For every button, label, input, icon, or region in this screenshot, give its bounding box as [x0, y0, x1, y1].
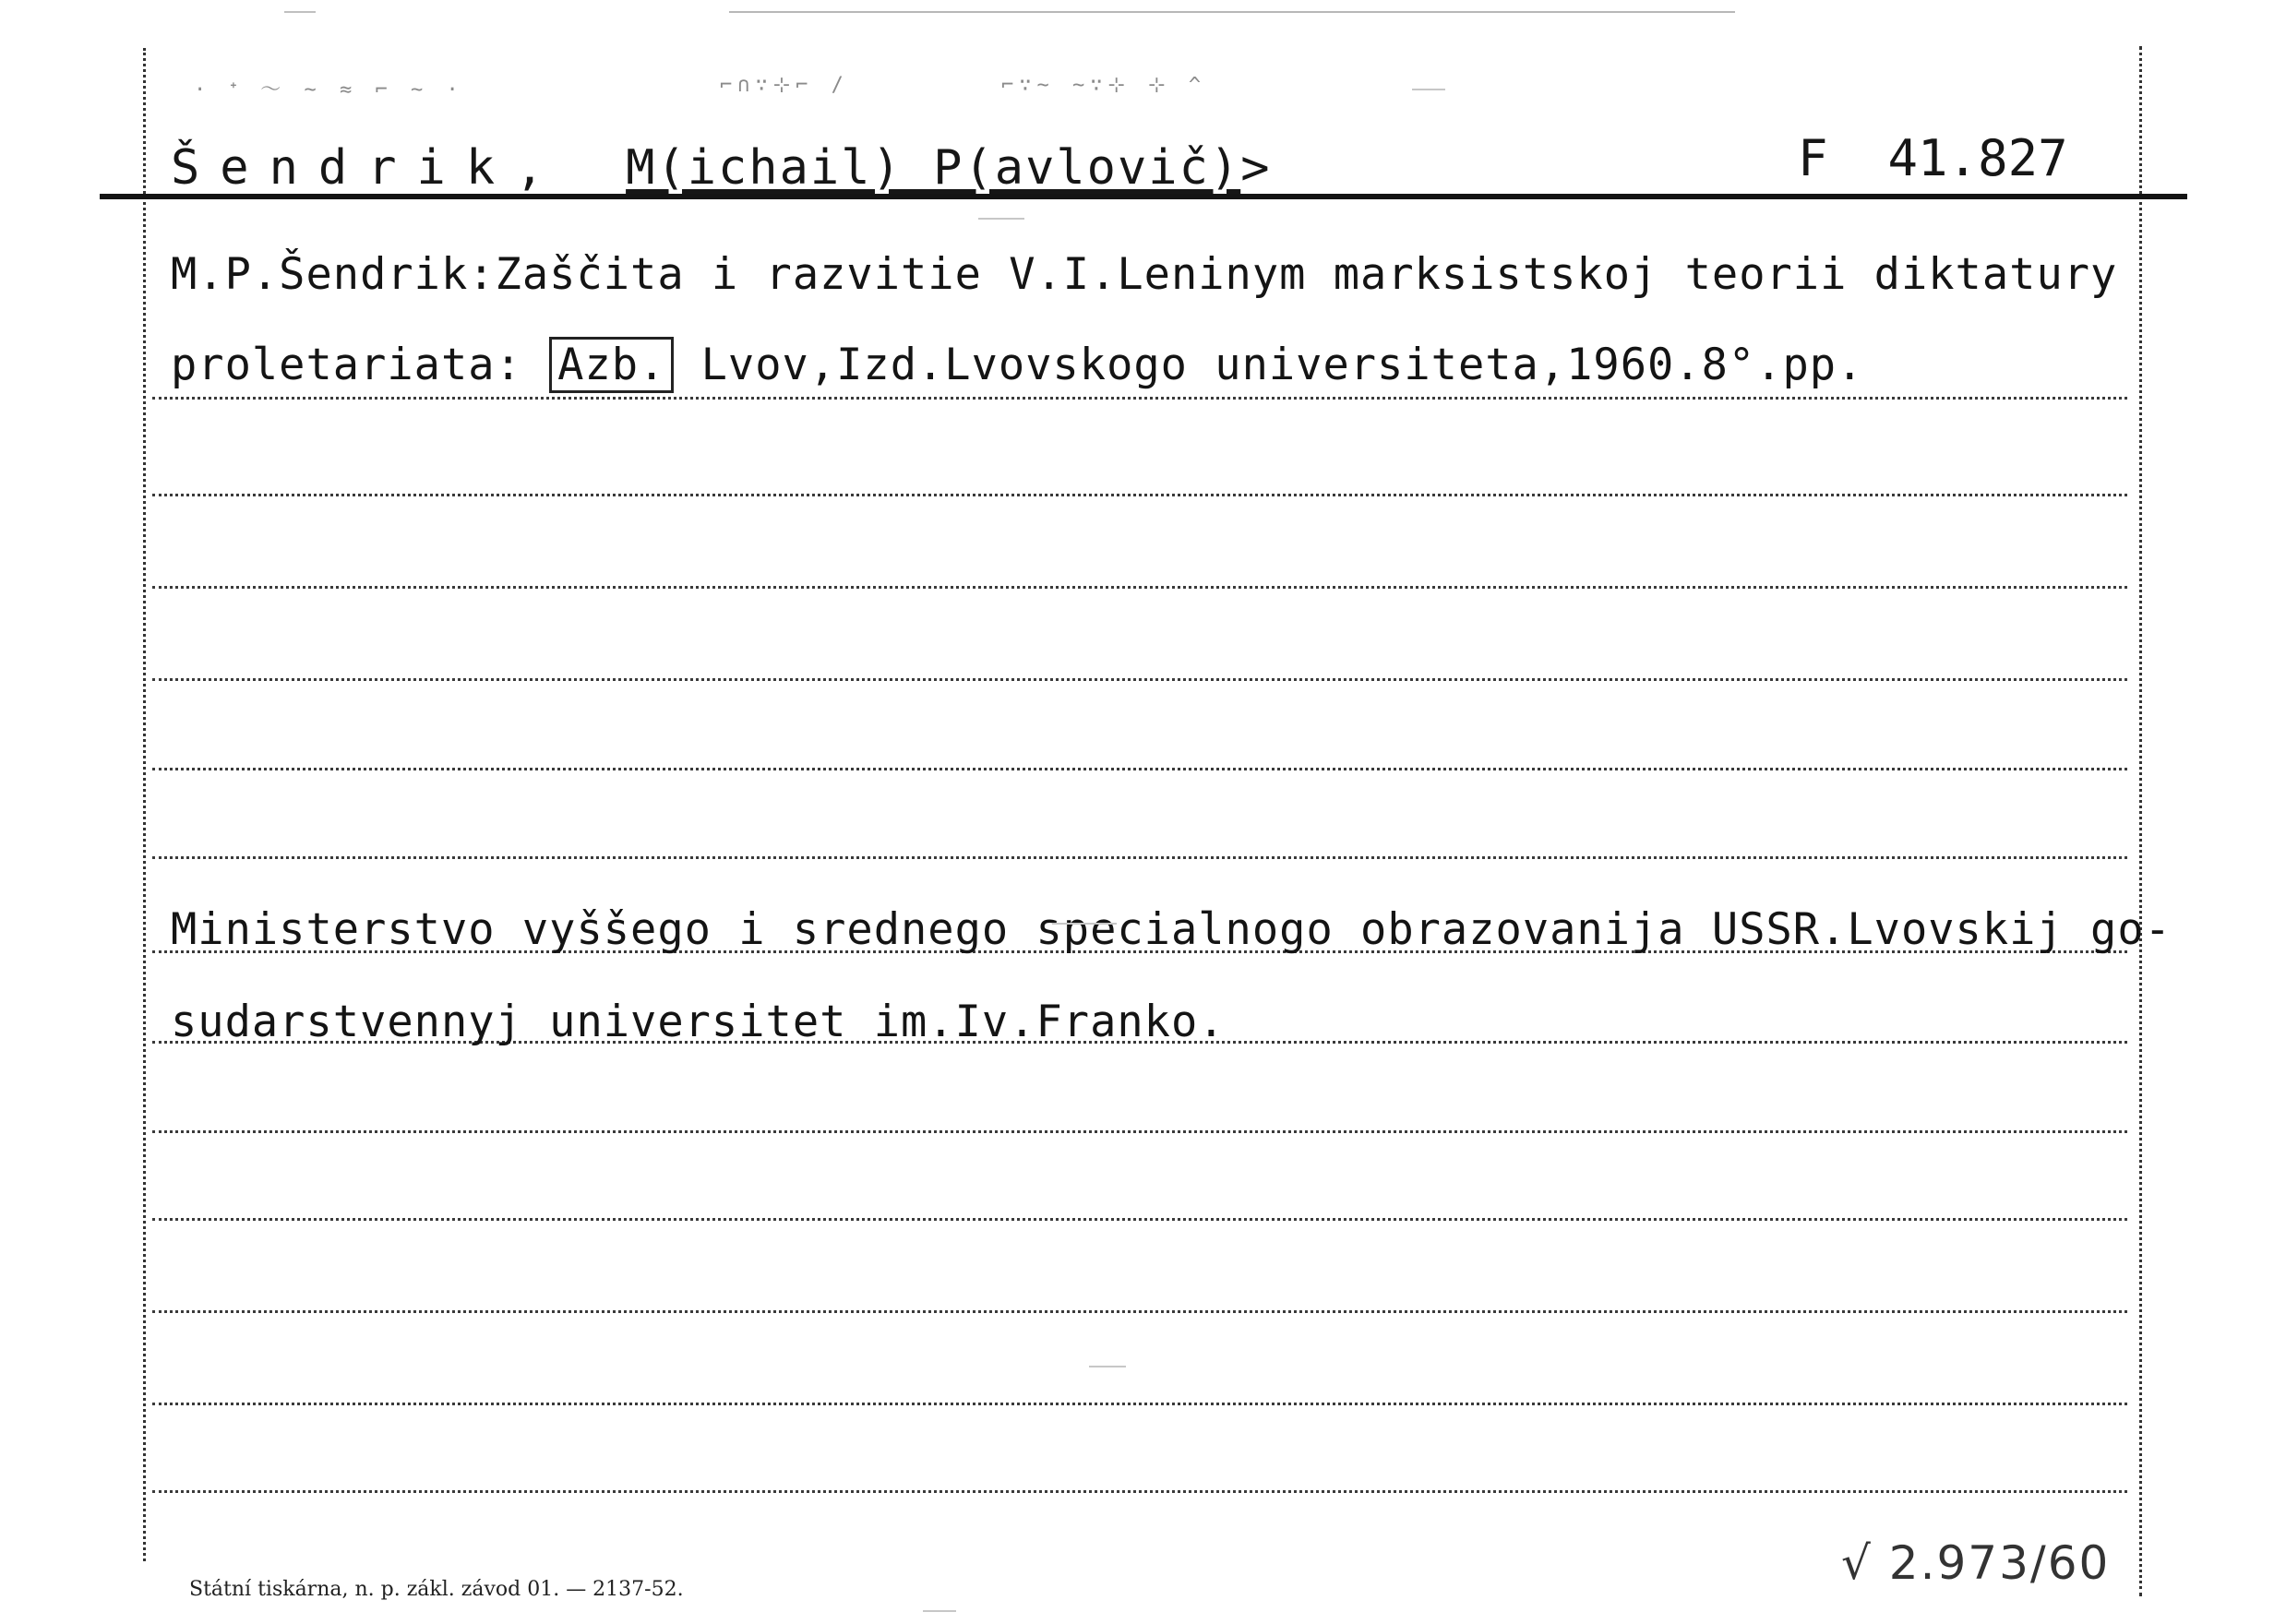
title-line: M.P.Šendrik:Zaščita i razvitie V.I.Leninym marksistskoj teorii diktatury [171, 249, 2118, 300]
imprint-line [171, 340, 1863, 390]
guide-line [152, 494, 2127, 496]
stray-mark [978, 218, 1024, 220]
left-perforation [143, 48, 146, 1561]
stray-mark [1052, 923, 1117, 925]
script-note: Azb. [549, 337, 674, 393]
guide-line [152, 1490, 2127, 1493]
guide-line [152, 856, 2127, 859]
author-surname: Šendrik, [171, 140, 565, 196]
heading-line [171, 140, 1272, 196]
guide-line [152, 1218, 2127, 1221]
guide-line [152, 1403, 2127, 1405]
stray-mark [1412, 89, 1445, 90]
publication-details: Lvov,Izd.Lvovskogo universiteta,1960.8°.pp. [700, 340, 1864, 390]
guide-line [152, 1130, 2127, 1133]
guide-line [152, 768, 2127, 770]
stray-mark [923, 1610, 956, 1612]
title-line-end: proletariata: [171, 340, 522, 390]
issuing-body-line: Ministerstvo vyššego i srednego specialnogo obrazovanija USSR.Lvovskij go- [171, 904, 2172, 955]
heading-marker: > [1240, 140, 1272, 196]
author-forenames: M(ichail) P(avlovič) [626, 140, 1241, 196]
faint-illegible-text: ⌐∩∵⊹⌐ / [720, 74, 849, 97]
shelfmark: F 41.827 [1798, 129, 2068, 187]
faint-illegible-text: · ᐩ ～ ~ ≈ ⌐ ~ · [194, 78, 464, 102]
top-edge-line [729, 11, 1735, 13]
guide-line [152, 1310, 2127, 1313]
stray-mark [1089, 1366, 1126, 1367]
issuing-body-line: sudarstvennyj universitet im.Iv.Franko. [171, 997, 1226, 1047]
guide-line [152, 397, 2127, 400]
printer-imprint: Státní tiskárna, n. p. zákl. závod 01. — 2137-52. [189, 1578, 684, 1601]
accession-number: √ 2.973/60 [1841, 1536, 2111, 1590]
faint-illegible-text: ⌐∵~ ~∵⊹ ⊹ ^ [1001, 74, 1207, 97]
heading-rule [100, 194, 2187, 199]
guide-line [152, 586, 2127, 589]
guide-line [152, 678, 2127, 681]
top-edge-dash [284, 11, 316, 13]
right-perforation [2139, 46, 2142, 1596]
